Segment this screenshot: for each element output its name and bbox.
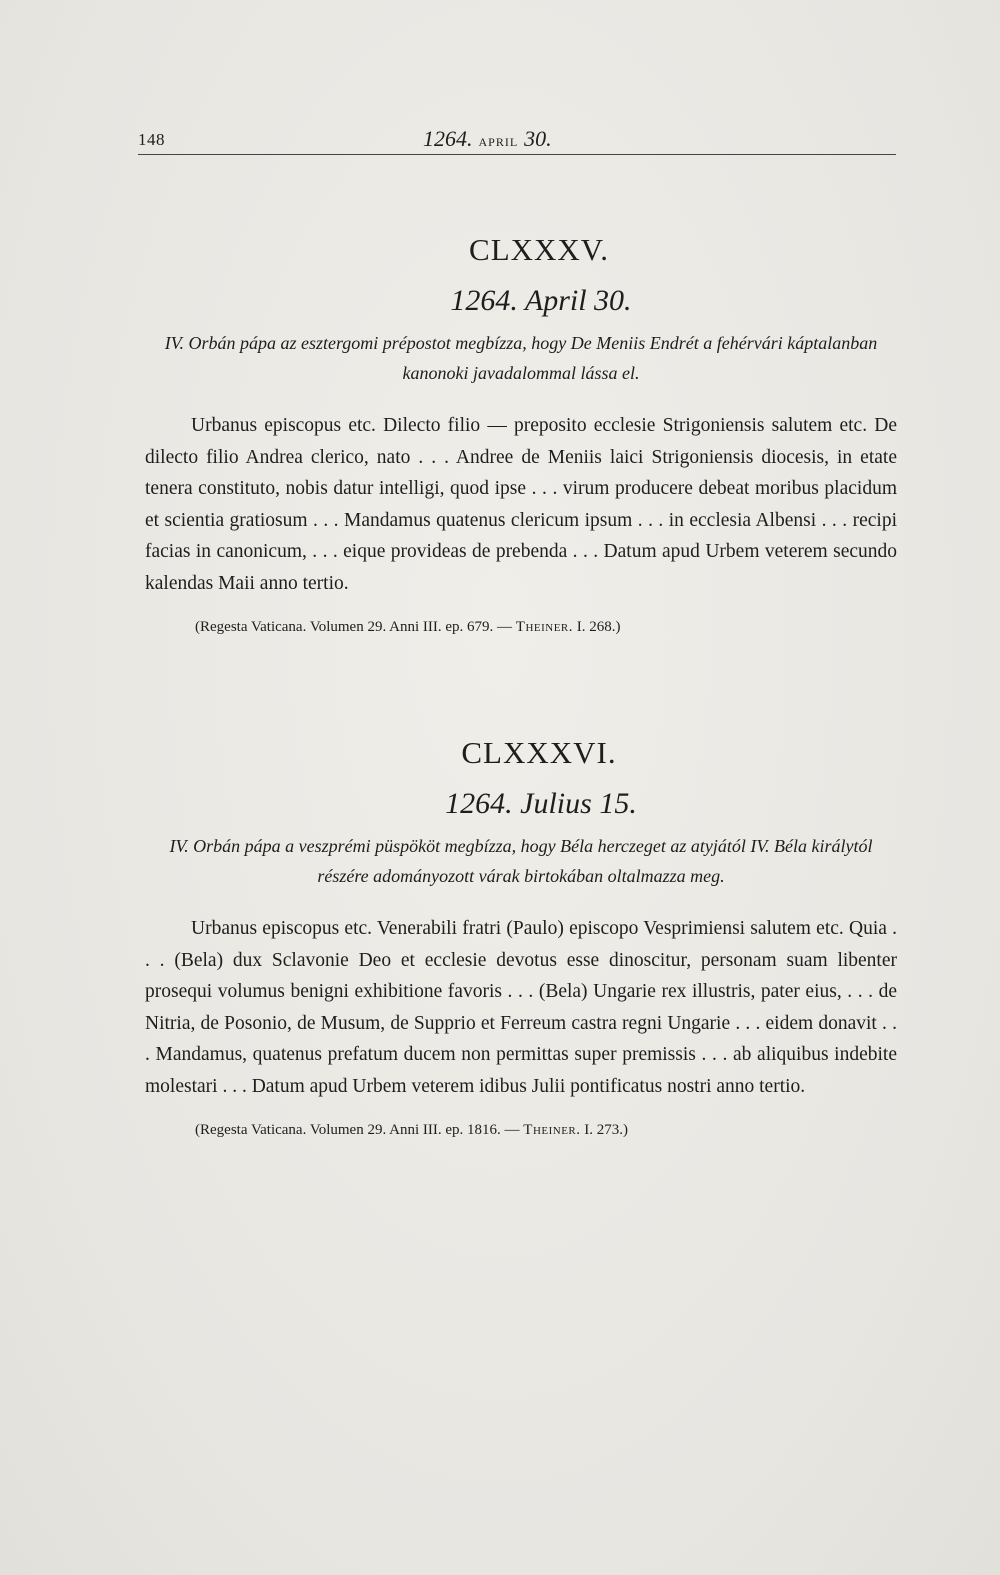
entry-summary: IV. Orbán pápa az esztergomi prépostot megbízza, hogy De Meniis Endrét a fehérvári káptalanban kanonoki javadalommal lássa el. bbox=[164, 333, 878, 383]
entry-numeral: CLXXXV. bbox=[469, 232, 609, 267]
entry-source bbox=[145, 1122, 897, 1139]
source-reference: I. 268.) bbox=[576, 618, 621, 635]
source-citation: (Regesta Vaticana. Volumen 29. Anni III. ep. 1816. — bbox=[195, 1121, 520, 1138]
entry-clxxxv bbox=[145, 232, 897, 636]
entry-date: 1264. Julius 15. bbox=[445, 787, 637, 820]
running-title-day: 30. bbox=[524, 126, 552, 151]
entry-body: Urbanus episcopus etc. Dilecto filio — preposito ecclesie Strigoniensis salutem etc. De dilecto filio Andrea clerico, nato . . . Andree de Meniis laici Strigoniensis diocesis, in etate tenera constituto, nobis datur intelligi, quod ipse . . . virum producere debeat moribus placidum et scientia gratiosum . . . Mandamus quatenus clericum ipsum . . . in ecclesia Albensi . . . recipi facias in canonicum, . . . eique provideas de prebenda . . . Datum apud Urbem veterem secundo kalendas Maii anno tertio. bbox=[145, 415, 897, 594]
entry-date: 1264. April 30. bbox=[450, 284, 632, 317]
entry-clxxxvi bbox=[145, 735, 897, 1139]
page-number: 148 bbox=[138, 130, 165, 149]
running-title bbox=[423, 126, 552, 152]
entry-summary: IV. Orbán pápa a veszprémi püspököt megbízza, hogy Béla herczeget az atyjától IV. Béla királytól részére adományozott várak birtokában oltalmazza meg. bbox=[169, 836, 873, 886]
entry-source bbox=[145, 619, 897, 636]
source-reference: I. 273.) bbox=[584, 1121, 629, 1138]
source-author: Theiner. bbox=[523, 1121, 581, 1138]
source-author: Theiner. bbox=[515, 618, 574, 635]
entry-body: Urbanus episcopus etc. Venerabili fratri (Paulo) episcopo Vesprimiensi salutem etc. Quia . . . (Bela) dux Sclavonie Deo et ecclesie devotus esse dinoscitur, personam suam libenter prosequi volumus benigni exhibitione favoris . . . (Bela) Ungarie rex illustris, pater eius, . . . de Nitria, de Posonio, de Musum, de Supprio et Ferreum castra regni Ungarie . . . eidem donavit . . . Mandamus, quatenus prefatum ducem non permittas super premissis . . . ab aliquibus indebite molestari . . . Datum apud Urbem veterem idibus Julii pontificatus nostri anno tertio. bbox=[145, 918, 897, 1097]
source-citation: (Regesta Vaticana. Volumen 29. Anni III. ep. 679. — bbox=[195, 618, 513, 635]
running-title-month: APRIL bbox=[478, 135, 519, 149]
running-title-year: 1264. bbox=[423, 126, 473, 151]
running-head bbox=[138, 126, 896, 156]
entry-numeral: CLXXXVI. bbox=[461, 735, 617, 770]
header-rule bbox=[138, 154, 896, 155]
